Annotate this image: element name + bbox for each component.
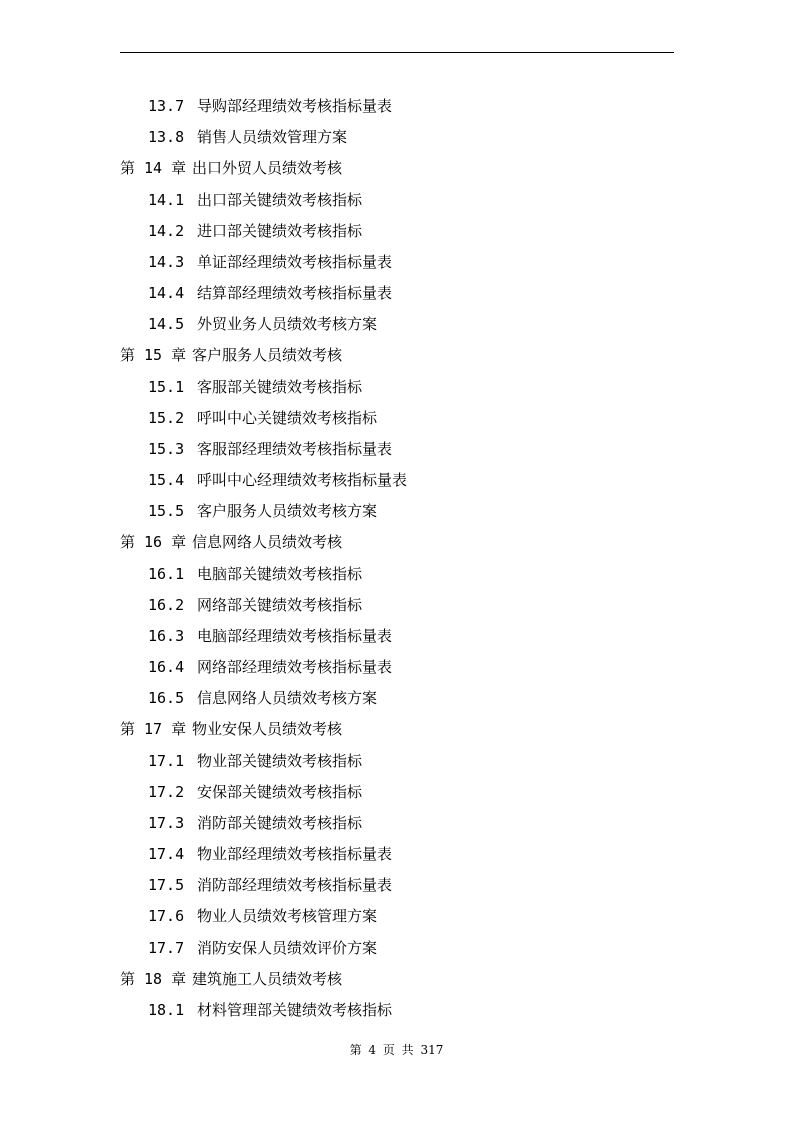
section-number: 16.3 bbox=[148, 626, 185, 645]
toc-section-entry bbox=[0, 812, 793, 843]
header-rule bbox=[120, 52, 674, 53]
section-number: 15.5 bbox=[148, 502, 185, 521]
chapter-number: 第 16 章 bbox=[120, 533, 187, 552]
section-title: 消防部关键绩效考核指标 bbox=[197, 813, 363, 832]
toc-chapter-entry bbox=[0, 531, 793, 562]
chapter-number: 第 17 章 bbox=[120, 720, 187, 739]
chapter-title: 建筑施工人员绩效考核 bbox=[192, 969, 343, 988]
section-number: 17.5 bbox=[148, 876, 185, 895]
toc-section-entry bbox=[0, 687, 793, 718]
toc-section-entry bbox=[0, 313, 793, 344]
section-number: 17.6 bbox=[148, 907, 185, 926]
toc-chapter-entry bbox=[0, 718, 793, 749]
section-number: 14.5 bbox=[148, 315, 185, 334]
chapter-title: 客户服务人员绩效考核 bbox=[192, 346, 343, 365]
section-number: 15.4 bbox=[148, 471, 185, 490]
section-number: 14.3 bbox=[148, 252, 185, 271]
toc-section-entry bbox=[0, 407, 793, 438]
toc-section-entry bbox=[0, 251, 793, 282]
toc-section-entry bbox=[0, 843, 793, 874]
section-number: 17.1 bbox=[148, 751, 185, 770]
section-number: 16.2 bbox=[148, 595, 185, 614]
section-number: 17.3 bbox=[148, 813, 185, 832]
chapter-number: 第 15 章 bbox=[120, 346, 187, 365]
toc-chapter-entry bbox=[0, 344, 793, 375]
section-title: 物业部经理绩效考核指标量表 bbox=[197, 845, 393, 864]
section-number: 15.3 bbox=[148, 439, 185, 458]
section-title: 物业人员绩效考核管理方案 bbox=[197, 907, 378, 926]
toc-section-entry bbox=[0, 781, 793, 812]
toc-section-entry bbox=[0, 563, 793, 594]
chapter-title: 出口外贸人员绩效考核 bbox=[192, 159, 343, 178]
section-number: 13.7 bbox=[148, 97, 185, 115]
toc-section-entry bbox=[0, 220, 793, 251]
toc-section-entry bbox=[0, 500, 793, 531]
section-title: 呼叫中心经理绩效考核指标量表 bbox=[197, 471, 408, 490]
section-number: 15.1 bbox=[148, 377, 185, 396]
section-number: 17.7 bbox=[148, 938, 185, 957]
toc-section-entry bbox=[0, 376, 793, 407]
chapter-title: 物业安保人员绩效考核 bbox=[192, 720, 343, 739]
toc-section-entry bbox=[0, 189, 793, 220]
section-title: 电脑部关键绩效考核指标 bbox=[197, 564, 363, 583]
chapter-number: 第 18 章 bbox=[120, 969, 187, 988]
section-title: 结算部经理绩效考核指标量表 bbox=[197, 284, 393, 303]
section-number: 16.5 bbox=[148, 689, 185, 708]
section-title: 外贸业务人员绩效考核方案 bbox=[197, 315, 378, 334]
toc-section-entry bbox=[0, 937, 793, 968]
toc-chapter-entry bbox=[0, 157, 793, 188]
section-title: 网络部经理绩效考核指标量表 bbox=[197, 658, 393, 677]
chapter-title: 信息网络人员绩效考核 bbox=[192, 533, 343, 552]
section-title: 客户服务人员绩效考核方案 bbox=[197, 502, 378, 521]
toc-section-entry bbox=[0, 126, 793, 157]
section-title: 消防部经理绩效考核指标量表 bbox=[197, 876, 393, 895]
section-title: 单证部经理绩效考核指标量表 bbox=[197, 252, 393, 271]
section-number: 13.8 bbox=[148, 128, 185, 147]
section-number: 14.2 bbox=[148, 221, 185, 240]
section-number: 16.1 bbox=[148, 564, 185, 583]
section-title: 安保部关键绩效考核指标 bbox=[197, 782, 363, 801]
table-of-contents bbox=[0, 95, 793, 1030]
section-title: 网络部关键绩效考核指标 bbox=[197, 595, 363, 614]
toc-section-entry bbox=[0, 905, 793, 936]
toc-section-entry bbox=[0, 438, 793, 469]
toc-section-entry bbox=[0, 750, 793, 781]
section-number: 18.1 bbox=[148, 1000, 185, 1019]
toc-section-entry bbox=[0, 469, 793, 500]
chapter-number: 第 14 章 bbox=[120, 159, 187, 178]
section-title: 电脑部经理绩效考核指标量表 bbox=[197, 626, 393, 645]
section-title: 出口部关键绩效考核指标 bbox=[197, 190, 363, 209]
section-number: 14.4 bbox=[148, 284, 185, 303]
toc-chapter-entry bbox=[0, 968, 793, 999]
section-title: 销售人员绩效管理方案 bbox=[197, 128, 348, 147]
section-number: 17.4 bbox=[148, 845, 185, 864]
section-title: 物业部关键绩效考核指标 bbox=[197, 751, 363, 770]
page-footer: 第 4 页 共 317 bbox=[349, 1043, 444, 1057]
section-title: 导购部经理绩效考核指标量表 bbox=[197, 97, 393, 115]
section-title: 呼叫中心关键绩效考核指标 bbox=[197, 408, 378, 427]
toc-section-entry bbox=[0, 95, 793, 126]
toc-section-entry bbox=[0, 625, 793, 656]
toc-section-entry bbox=[0, 282, 793, 313]
section-title: 信息网络人员绩效考核方案 bbox=[197, 689, 378, 708]
section-title: 客服部经理绩效考核指标量表 bbox=[197, 439, 393, 458]
section-title: 材料管理部关键绩效考核指标 bbox=[197, 1000, 393, 1019]
section-number: 17.2 bbox=[148, 782, 185, 801]
section-title: 消防安保人员绩效评价方案 bbox=[197, 938, 378, 957]
section-number: 16.4 bbox=[148, 658, 185, 677]
toc-section-entry bbox=[0, 594, 793, 625]
section-number: 15.2 bbox=[148, 408, 185, 427]
toc-section-entry bbox=[0, 874, 793, 905]
section-title: 进口部关键绩效考核指标 bbox=[197, 221, 363, 240]
toc-section-entry bbox=[0, 656, 793, 687]
section-title: 客服部关键绩效考核指标 bbox=[197, 377, 363, 396]
toc-section-entry bbox=[0, 999, 793, 1030]
section-number: 14.1 bbox=[148, 190, 185, 209]
